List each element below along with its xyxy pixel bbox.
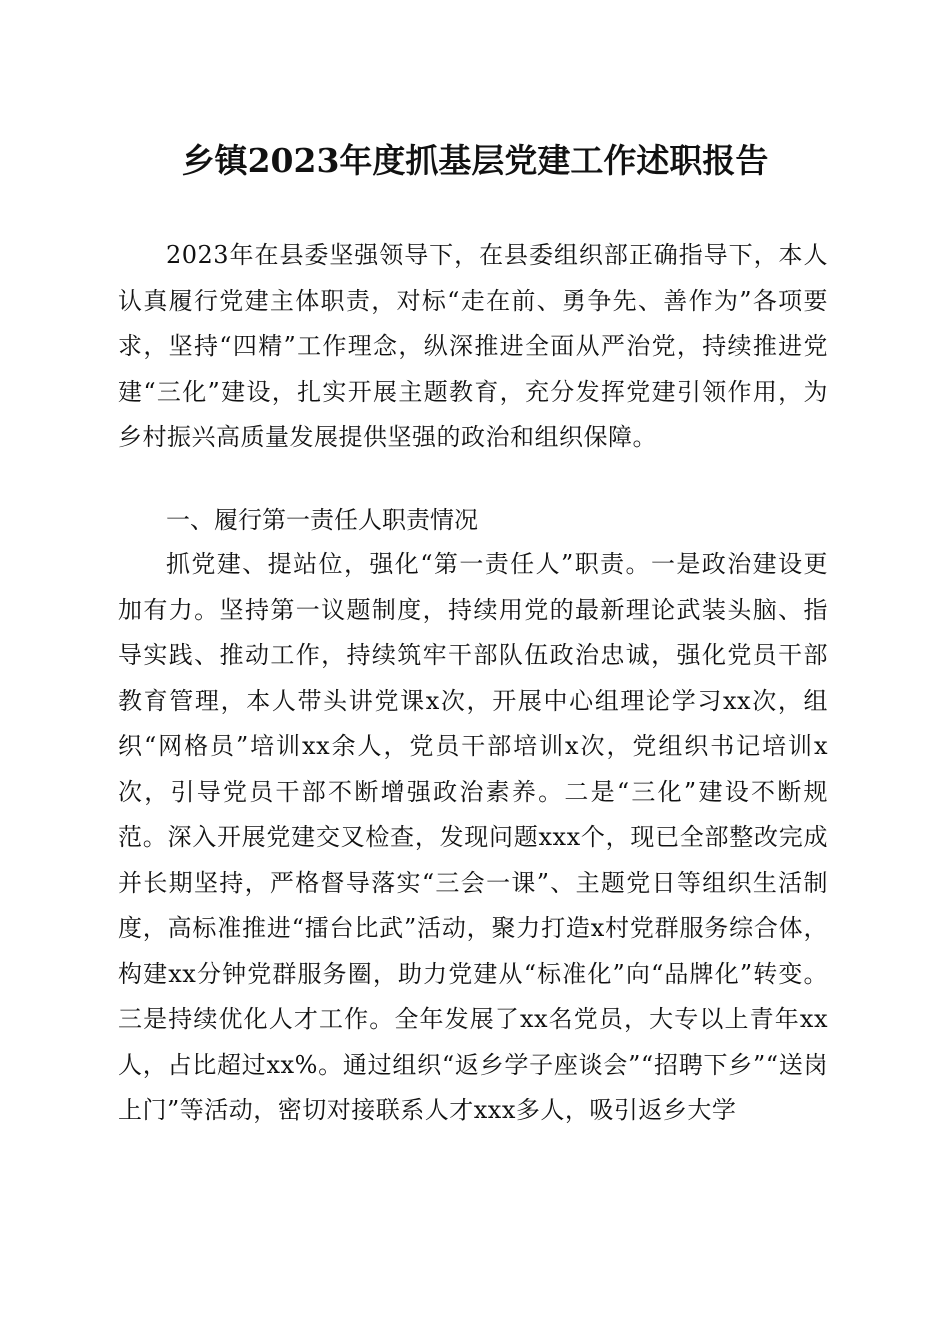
intro-paragraph: 2023年在县委坚强领导下，在县委组织部正确指导下，本人认真履行党建主体职责，对标“走在前、勇争先、善作为”各项要求，坚持“四精”工作理念，纵深推进全面从严治党，持续推进党建“三化”建设，扎实开展主题教育，充分发挥党建引领作用，为乡村振兴高质量发展提供坚强的政治和组织保障。	[118, 241, 828, 451]
section-heading: 一、履行第一责任人职责情况	[166, 506, 478, 534]
section-paragraph: 抓党建、提站位，强化“第一责任人”职责。一是政治建设更加有力。坚持第一议题制度，持续用党的最新理论武装头脑、指导实践、推动工作，持续筑牢干部队伍政治忠诚，强化党员干部教育管理，本人带头讲党课x次，开展中心组理论学习xx次，组织“网格员”培训xx余人，党员干部培训x次，党组织书记培训x次，引导党员干部不断增强政治素养。二是“三化”建设不断规范。深入开展党建交叉检查，发现问题xxx个，现已全部整改完成并长期坚持，严格督导落实“三会一课”、主题党日等组织生活制度，高标准推进“擂台比武”活动，聚力打造x村党群服务综合体，构建xx分钟党群服务圈，助力党建从“标准化”向“品牌化”转变。三是持续优化人才工作。全年发展了xx名党员，大专以上青年xx人，占比超过xx%。通过组织“返乡学子座谈会”“招聘下乡”“送岗上门”等活动，密切对接联系人才xxx多人，吸引返乡大学	[118, 550, 828, 1124]
document-title: 乡镇2023年度抓基层党建工作述职报告	[181, 141, 769, 180]
